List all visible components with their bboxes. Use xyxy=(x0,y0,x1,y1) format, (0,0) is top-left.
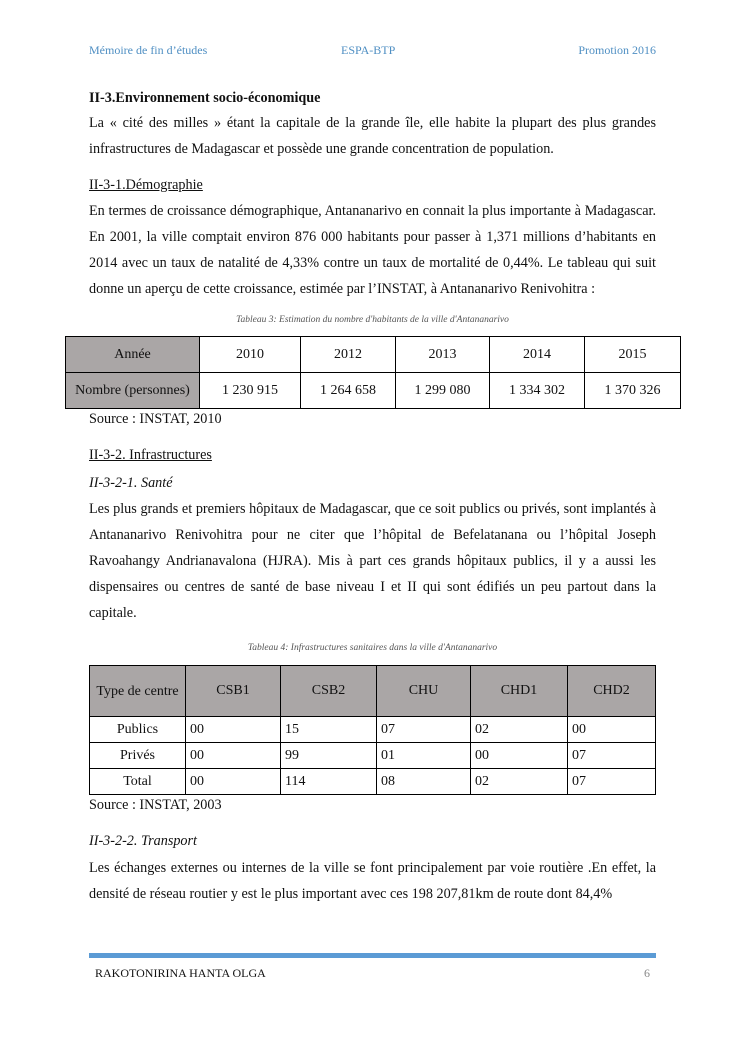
table1-source: Source : INSTAT, 2010 xyxy=(89,411,222,427)
health-cell: 15 xyxy=(281,717,377,743)
population-table xyxy=(65,336,681,409)
health-table-corner-label: Type de centre xyxy=(90,666,186,717)
population-year-cell: 2012 xyxy=(301,337,396,373)
header-promotion-label: Promotion 2016 xyxy=(578,43,656,57)
population-count-cell: 1 264 658 xyxy=(301,373,396,409)
health-cell: 00 xyxy=(186,769,281,795)
page-header xyxy=(89,43,656,59)
population-count-cell: 1 299 080 xyxy=(396,373,490,409)
health-row-label: Privés xyxy=(90,743,186,769)
infrastructures-heading: II-3-2. Infrastructures xyxy=(89,447,212,463)
population-year-cell: 2013 xyxy=(396,337,490,373)
demographie-paragraph: En termes de croissance démographique, Antananarivo en connait la plus importante à Madagascar. En 2001, la ville comptait environ 876 000 habitants pour passer à 1,371 millions d’habitants en 2014 avec un taux de natalité de 4,33% contre un taux de mortalité de 0,44%. Le tableau qui suit donne un aperçu de cette croissance, estimée par l’INSTAT, à Antananarivo Renivohitra : xyxy=(89,203,656,297)
health-cell: 07 xyxy=(568,743,656,769)
section-title: II-3.Environnement socio-économique xyxy=(89,90,321,106)
health-facilities-table xyxy=(89,665,656,795)
health-cell: 08 xyxy=(377,769,471,795)
health-table-header-row xyxy=(90,666,656,717)
health-cell: 07 xyxy=(377,717,471,743)
sante-paragraph: Les plus grands et premiers hôpitaux de Madagascar, que ce soit publics ou privés, sont implantés à Antananarivo Renivohitra pour ne citer que l’hôpital de Befelatanana ou l’hôpital Joseph Ravoahangy Andrianavalona (HJRA). Mis à part ces grands hôpitaux publics, il y a aussi les dispensaires ou centres de santé de base niveau I et II qui sont édifiés un peu partout dans la capitale. xyxy=(89,501,656,621)
page-number: 6 xyxy=(644,966,650,980)
page-content xyxy=(75,87,661,907)
health-table-column-header: CHD1 xyxy=(471,666,568,717)
health-cell: 114 xyxy=(281,769,377,795)
health-cell: 02 xyxy=(471,769,568,795)
health-cell: 00 xyxy=(186,743,281,769)
footer-divider xyxy=(89,953,656,958)
health-table-column-header: CSB2 xyxy=(281,666,377,717)
population-count-cell: 1 334 302 xyxy=(490,373,585,409)
health-cell: 01 xyxy=(377,743,471,769)
health-cell: 00 xyxy=(568,717,656,743)
population-year-cell: 2015 xyxy=(585,337,681,373)
demographie-heading: II-3-1.Démographie xyxy=(89,177,203,193)
health-cell: 00 xyxy=(186,717,281,743)
population-count-cell: 1 370 326 xyxy=(585,373,681,409)
sante-heading: II-3-2-1. Santé xyxy=(89,475,173,491)
table2-source: Source : INSTAT, 2003 xyxy=(89,797,222,813)
health-cell: 07 xyxy=(568,769,656,795)
population-table-year-label: Année xyxy=(66,337,200,373)
table-row xyxy=(90,717,656,743)
header-school-label: ESPA-BTP xyxy=(341,43,396,57)
table-row xyxy=(90,743,656,769)
header-thesis-label: Mémoire de fin d’études xyxy=(89,43,208,57)
transport-heading: II-3-2-2. Transport xyxy=(89,833,197,849)
health-table-column-header: CHU xyxy=(377,666,471,717)
table-row xyxy=(90,769,656,795)
population-table-count-label: Nombre (personnes) xyxy=(66,373,200,409)
health-row-label: Total xyxy=(90,769,186,795)
footer-author: RAKOTONIRINA HANTA OLGA xyxy=(95,966,266,980)
health-row-label: Publics xyxy=(90,717,186,743)
health-table-column-header: CHD2 xyxy=(568,666,656,717)
health-cell: 00 xyxy=(471,743,568,769)
health-table-column-header: CSB1 xyxy=(186,666,281,717)
health-cell: 99 xyxy=(281,743,377,769)
population-table-count-row xyxy=(66,373,681,409)
population-year-cell: 2010 xyxy=(200,337,301,373)
population-table-year-row xyxy=(66,337,681,373)
health-cell: 02 xyxy=(471,717,568,743)
table2-caption: Tableau 4: Infrastructures sanitaires dans la ville d'Antananarivo xyxy=(247,643,498,653)
population-year-cell: 2014 xyxy=(490,337,585,373)
table1-caption: Tableau 3: Estimation du nombre d'habitants de la ville d'Antananarivo xyxy=(236,315,509,325)
section-intro-paragraph: La « cité des milles » étant la capitale de la grande île, elle habite la plupart des plus grandes infrastructures de Madagascar et possède une grande concentration de population. xyxy=(89,115,656,157)
population-count-cell: 1 230 915 xyxy=(200,373,301,409)
transport-paragraph: Les échanges externes ou internes de la ville se font principalement par voie routière .En effet, la densité de réseau routier y est le plus important avec ces 198 207,81km de route dont 84,4% xyxy=(89,860,656,902)
